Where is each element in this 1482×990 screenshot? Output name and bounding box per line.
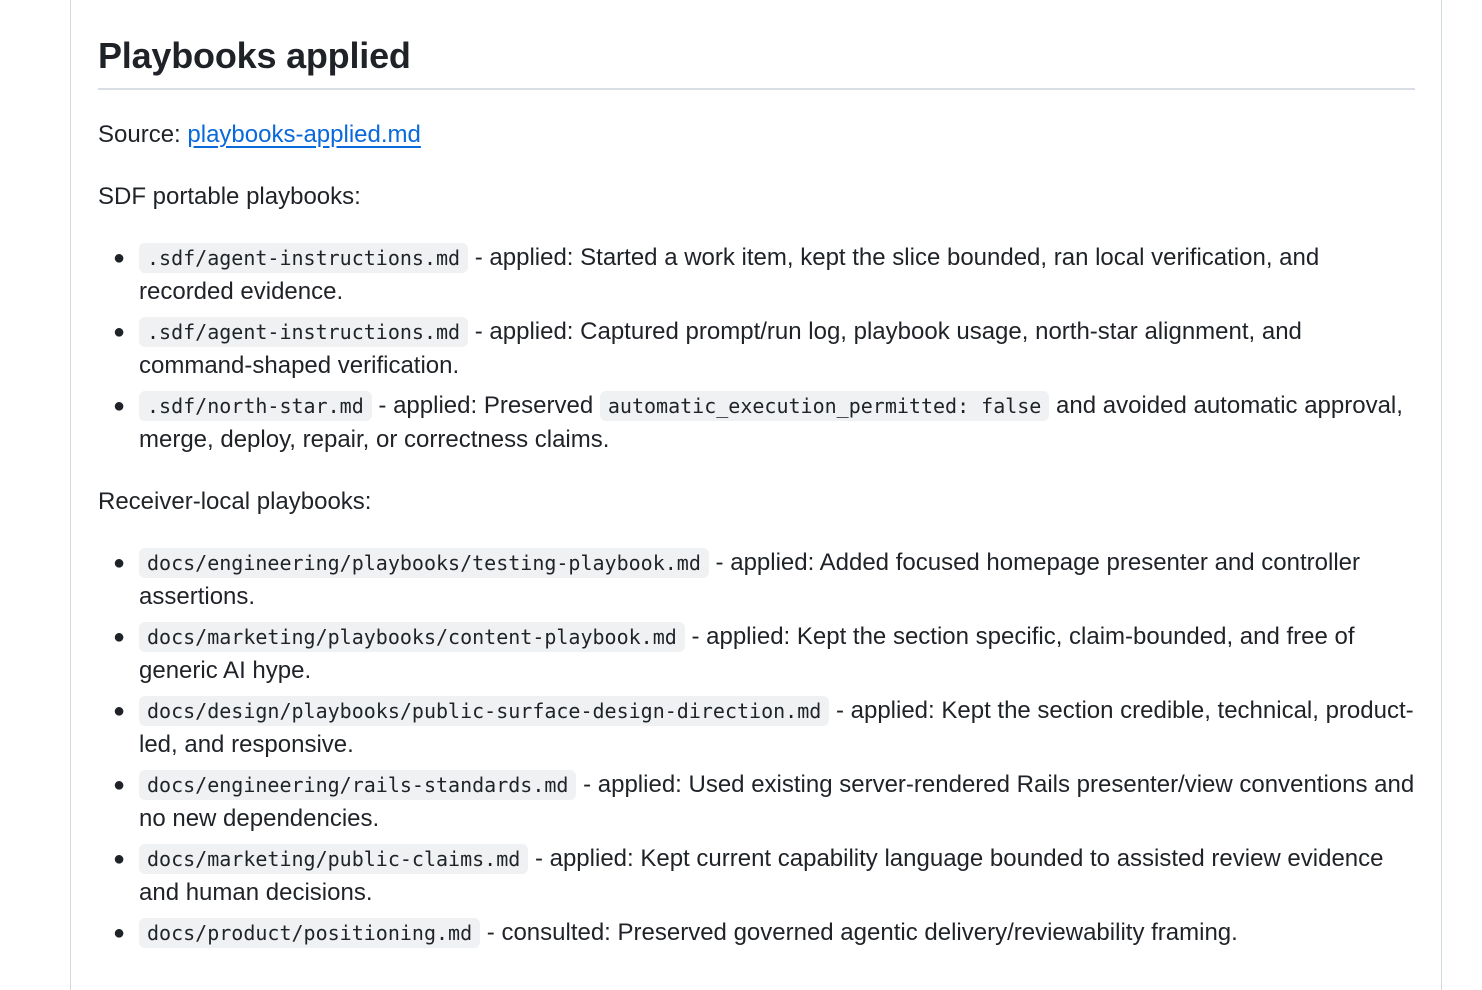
source-label: Source: [98,121,181,148]
source-line [98,118,1415,152]
list-item [113,694,1415,762]
playbook-note: - applied: Used existing server-rendered Rails presenter/view conventions and no new dependencies. [139,771,1415,832]
bullet-icon: ● [113,700,126,722]
list-item [113,315,1415,383]
playbook-note: - consulted: Preserved governed agentic delivery/reviewability framing. [480,919,1238,946]
receiver-playbooks-heading: Receiver-local playbooks: [98,488,372,515]
bullet-icon: ● [113,922,126,944]
playbook-note: - applied: Started a work item, kept the slice bounded, ran local verification, and recorded evidence. [139,244,1320,305]
playbook-path: .sdf/agent-instructions.md [139,317,468,347]
receiver-playbook-list [98,546,1415,950]
list-item [113,241,1415,309]
markdown-body [98,30,1415,956]
sdf-playbooks-heading: SDF portable playbooks: [98,183,361,210]
list-item [113,768,1415,836]
playbook-path: docs/design/playbooks/public-surface-design-direction.md [139,696,829,726]
playbook-path: docs/engineering/playbooks/testing-playbook.md [139,548,709,578]
playbook-path: docs/product/positioning.md [139,918,480,948]
source-link[interactable]: playbooks-applied.md [187,121,421,148]
playbook-note: - applied: Captured prompt/run log, playbook usage, north-star alignment, and command-shaped verification. [139,318,1302,379]
playbook-path: .sdf/north-star.md [139,391,372,421]
bullet-icon: ● [113,848,126,870]
playbook-note-before: - applied: Preserved [371,392,600,419]
list-item [113,916,1415,950]
bullet-icon: ● [113,774,126,796]
playbook-path: .sdf/agent-instructions.md [139,243,468,273]
playbook-path: docs/marketing/playbooks/content-playbook.md [139,622,685,652]
playbook-note: - applied: Added focused homepage presenter and controller assertions. [139,549,1360,610]
playbook-path: docs/marketing/public-claims.md [139,844,528,874]
bullet-icon: ● [113,321,126,343]
list-item [113,842,1415,910]
playbook-note: - applied: Kept the section credible, technical, product-led, and responsive. [139,697,1414,758]
list-item [113,620,1415,688]
playbook-note: - applied: Kept current capability language bounded to assisted review evidence and human decisions. [139,845,1384,906]
sdf-playbook-list [98,241,1415,457]
bullet-icon: ● [113,247,126,269]
list-item [113,389,1415,457]
playbook-note: - applied: Kept the section specific, claim-bounded, and free of generic AI hype. [139,623,1355,684]
bullet-icon: ● [113,626,126,648]
playbook-note-after: and avoided automatic approval, merge, deploy, repair, or correctness claims. [139,392,1403,453]
playbook-path: docs/engineering/rails-standards.md [139,770,576,800]
bullet-icon: ● [113,552,126,574]
list-item [113,546,1415,614]
section-heading: Playbooks applied [98,30,1415,90]
inline-code: automatic_execution_permitted: false [600,391,1049,421]
bullet-icon: ● [113,395,126,417]
